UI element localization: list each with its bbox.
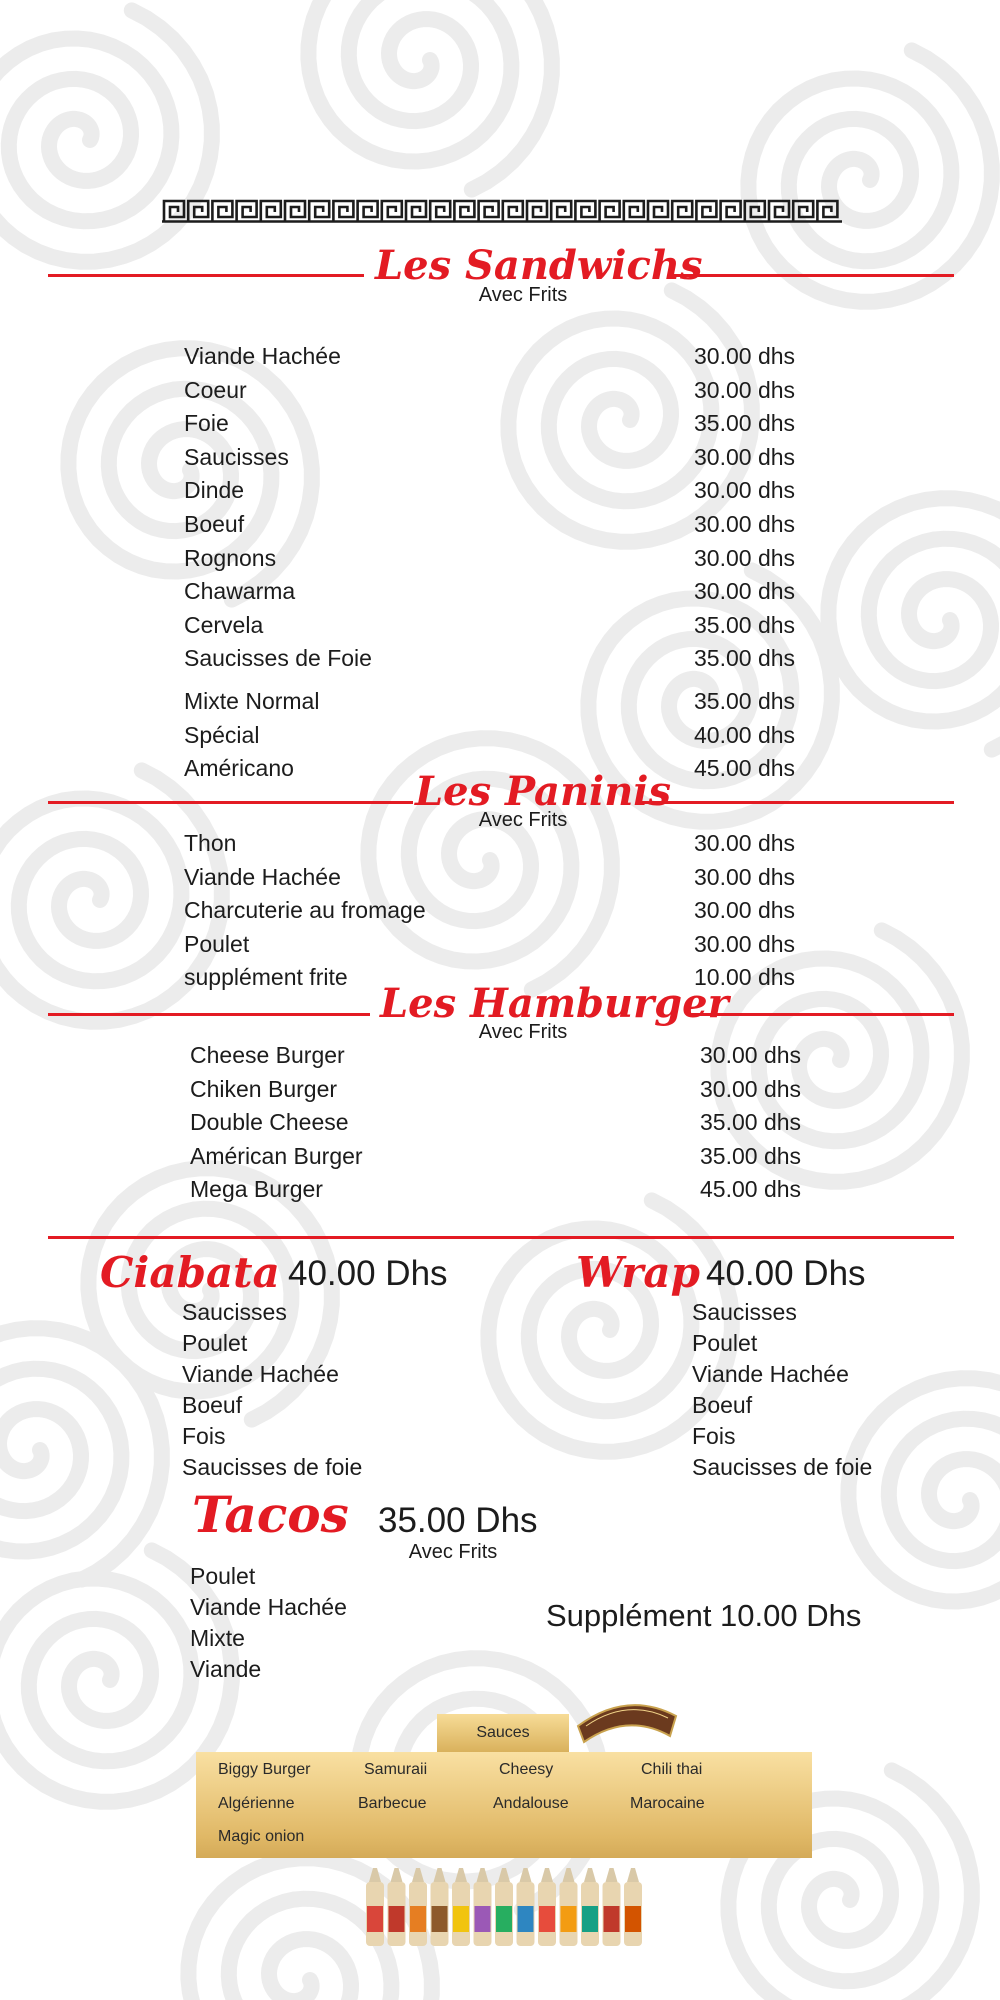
greek-key-motif bbox=[406, 201, 426, 221]
menu-item-row bbox=[184, 722, 804, 756]
menu-item-row bbox=[184, 645, 804, 679]
greek-key-motif bbox=[479, 201, 499, 221]
item-price: 35.00 dhs bbox=[694, 410, 796, 437]
menu-item-row bbox=[190, 1076, 810, 1110]
menu-item-row bbox=[184, 410, 804, 444]
greek-key-motif bbox=[527, 201, 547, 221]
menu-item-row bbox=[184, 830, 804, 864]
item-name: Chiken Burger bbox=[190, 1075, 338, 1102]
greek-key-motif bbox=[624, 201, 644, 221]
item-name: Rognons bbox=[184, 544, 277, 571]
sauce-item: Cheesy bbox=[499, 1761, 554, 1778]
greek-key-border bbox=[162, 199, 842, 223]
section-rule-left bbox=[48, 274, 364, 277]
greek-key-motif bbox=[503, 201, 523, 221]
item-name: Viande Hachée bbox=[184, 863, 341, 890]
item-price: 35.00 dhs bbox=[700, 1142, 802, 1169]
item-name: Spécial bbox=[184, 721, 260, 748]
section-rule-full bbox=[48, 1236, 954, 1239]
sauce-item: Marocaine bbox=[630, 1795, 705, 1812]
sauce-item: Barbecue bbox=[358, 1795, 427, 1812]
menu-item-row bbox=[184, 612, 804, 646]
sauce-bottle bbox=[431, 1868, 449, 1946]
item-price: 30.00 dhs bbox=[694, 830, 796, 856]
list-item: Fois bbox=[692, 1423, 736, 1449]
greek-key-motif bbox=[188, 201, 208, 221]
ciabata-price: 40.00 Dhs bbox=[288, 1254, 448, 1293]
menu-item-row bbox=[184, 377, 804, 411]
item-price: 35.00 dhs bbox=[694, 611, 796, 638]
sauce-bottle bbox=[409, 1868, 427, 1946]
item-name: Thon bbox=[184, 830, 237, 856]
tacos-subtitle: Avec Frits bbox=[408, 1541, 498, 1563]
brand-logo bbox=[572, 1686, 682, 1746]
section-rule-left bbox=[48, 1013, 370, 1016]
menu-item-row bbox=[190, 1143, 810, 1177]
menu-item-row bbox=[184, 864, 804, 898]
list-item: Poulet bbox=[692, 1330, 758, 1356]
panini-list bbox=[184, 830, 804, 998]
list-item: Saucisses de foie bbox=[692, 1454, 873, 1480]
greek-key-motif bbox=[672, 201, 692, 221]
greek-key-motif bbox=[164, 201, 184, 221]
item-name: Cervela bbox=[184, 611, 264, 638]
item-name: Mixte Normal bbox=[184, 688, 320, 714]
item-name: Américan Burger bbox=[190, 1142, 363, 1169]
item-price: 30.00 dhs bbox=[694, 897, 796, 924]
item-price: 30.00 dhs bbox=[694, 930, 796, 957]
list-item: Viande Hachée bbox=[190, 1594, 347, 1620]
item-price: 30.00 dhs bbox=[700, 1042, 802, 1068]
item-name: Charcuterie au fromage bbox=[184, 897, 426, 924]
item-name: Saucisses de Foie bbox=[184, 645, 372, 672]
item-name: Saucisses bbox=[184, 443, 289, 470]
list-item: Saucisses de foie bbox=[182, 1454, 363, 1480]
sauce-item: Samuraii bbox=[364, 1761, 428, 1778]
item-name: Poulet bbox=[184, 930, 250, 957]
item-name: Viande Hachée bbox=[184, 343, 341, 369]
tacos-supplement: Supplément 10.00 Dhs bbox=[546, 1598, 862, 1633]
wrap-list bbox=[692, 1297, 872, 1483]
greek-key-motif bbox=[333, 201, 353, 221]
sauce-bottle bbox=[366, 1868, 384, 1946]
item-price: 30.00 dhs bbox=[694, 376, 796, 403]
list-item: Poulet bbox=[190, 1563, 256, 1589]
sauces-panel bbox=[196, 1752, 812, 1858]
list-item: Boeuf bbox=[182, 1392, 243, 1418]
greek-key-motif bbox=[454, 201, 474, 221]
greek-key-motif bbox=[769, 201, 789, 221]
section-title-sandwichs: Les Sandwichs bbox=[375, 242, 703, 289]
menu-item-row bbox=[190, 1042, 810, 1076]
section-subtitle: Avec Frits bbox=[478, 284, 568, 306]
sauce-item: Chili thai bbox=[641, 1761, 703, 1778]
item-name: Double Cheese bbox=[190, 1109, 349, 1136]
greek-key-motif bbox=[793, 201, 813, 221]
item-price: 10.00 dhs bbox=[694, 964, 796, 991]
menu-item-row bbox=[184, 343, 804, 377]
list-item: Saucisses bbox=[182, 1299, 287, 1325]
greek-key-motif bbox=[551, 201, 571, 221]
item-name: Mega Burger bbox=[190, 1176, 323, 1203]
tacos-price: 35.00 Dhs bbox=[378, 1501, 538, 1540]
sauce-bottle bbox=[452, 1868, 470, 1946]
sauce-bottle bbox=[474, 1868, 492, 1946]
item-name: Chawarma bbox=[184, 578, 296, 605]
item-price: 30.00 dhs bbox=[694, 578, 796, 605]
greek-key-motif bbox=[745, 201, 765, 221]
tacos-list bbox=[190, 1561, 347, 1685]
list-item: Fois bbox=[182, 1423, 226, 1449]
sauce-bottle bbox=[495, 1868, 513, 1946]
item-name: Foie bbox=[184, 410, 229, 437]
item-name: Cheese Burger bbox=[190, 1042, 345, 1068]
menu-item-row bbox=[190, 1176, 810, 1210]
sauce-item: Magic onion bbox=[218, 1828, 305, 1845]
menu-item-row bbox=[184, 477, 804, 511]
section-subtitle: Avec Frits bbox=[478, 1021, 568, 1043]
greek-key-motif bbox=[648, 201, 668, 221]
sauce-bottle bbox=[581, 1868, 599, 1946]
section-rule-right bbox=[642, 801, 954, 804]
menu-item-row bbox=[184, 931, 804, 965]
section-title-hamburger: Les Hamburger bbox=[380, 980, 729, 1027]
greek-key-motif bbox=[212, 201, 232, 221]
section-rule-right bbox=[668, 274, 954, 277]
menu-item-row bbox=[184, 511, 804, 545]
item-price: 30.00 dhs bbox=[694, 443, 796, 470]
item-price: 45.00 dhs bbox=[694, 755, 796, 782]
greek-key-motif bbox=[358, 201, 378, 221]
greek-key-motif bbox=[382, 201, 402, 221]
item-price: 35.00 dhs bbox=[694, 688, 796, 714]
item-price: 35.00 dhs bbox=[700, 1109, 802, 1136]
greek-key-motif bbox=[575, 201, 595, 221]
item-price: 30.00 dhs bbox=[694, 544, 796, 571]
sauce-bottle bbox=[603, 1868, 621, 1946]
sauce-item: Biggy Burger bbox=[218, 1761, 311, 1778]
item-name: supplément frite bbox=[184, 964, 348, 991]
item-name: Américano bbox=[184, 755, 294, 782]
list-item: Viande bbox=[190, 1656, 262, 1682]
item-price: 35.00 dhs bbox=[694, 645, 796, 672]
list-item: Viande Hachée bbox=[692, 1361, 849, 1387]
section-rule-left bbox=[48, 801, 413, 804]
menu-item-row bbox=[190, 1109, 810, 1143]
menu-item-row bbox=[184, 897, 804, 931]
section-subtitle: Avec Frits bbox=[478, 809, 568, 831]
menu-item-row bbox=[184, 688, 804, 722]
sauce-bottles-image bbox=[358, 1866, 648, 1950]
list-item: Saucisses bbox=[692, 1299, 797, 1325]
greek-key-motif bbox=[309, 201, 329, 221]
sandwich-list bbox=[184, 343, 804, 679]
sauce-item: Andalouse bbox=[493, 1795, 569, 1812]
item-name: Boeuf bbox=[184, 510, 245, 537]
greek-key-motif bbox=[430, 201, 450, 221]
greek-key-motif bbox=[817, 201, 837, 221]
greek-key-motif bbox=[261, 201, 281, 221]
list-item: Viande Hachée bbox=[182, 1361, 339, 1387]
item-price: 45.00 dhs bbox=[700, 1176, 802, 1203]
section-title-ciabata: Ciabata bbox=[100, 1248, 280, 1297]
item-name: Dinde bbox=[184, 477, 245, 504]
item-price: 30.00 dhs bbox=[694, 863, 796, 890]
sauce-bottle bbox=[517, 1868, 535, 1946]
item-price: 30.00 dhs bbox=[694, 343, 796, 369]
item-price: 30.00 dhs bbox=[700, 1075, 802, 1102]
hamburger-list bbox=[190, 1042, 810, 1210]
list-item: Poulet bbox=[182, 1330, 248, 1356]
greek-key-motif bbox=[237, 201, 257, 221]
sauce-bottle bbox=[560, 1868, 578, 1946]
ciabata-list bbox=[182, 1297, 362, 1483]
greek-key-motif bbox=[696, 201, 716, 221]
section-title-tacos: Tacos bbox=[192, 1485, 349, 1544]
item-price: 30.00 dhs bbox=[694, 510, 796, 537]
sauces-tab: Sauces bbox=[437, 1714, 569, 1752]
item-price: 40.00 dhs bbox=[694, 721, 796, 748]
greek-key-motif bbox=[721, 201, 741, 221]
sauce-bottle bbox=[538, 1868, 556, 1946]
section-title-wrap: Wrap bbox=[576, 1248, 700, 1297]
sauce-bottle bbox=[624, 1868, 642, 1946]
item-name: Coeur bbox=[184, 376, 247, 403]
sauce-bottle bbox=[388, 1868, 406, 1946]
greek-key-motif bbox=[285, 201, 305, 221]
wrap-price: 40.00 Dhs bbox=[706, 1254, 866, 1293]
sauce-item: Algérienne bbox=[218, 1795, 295, 1812]
menu-item-row bbox=[184, 545, 804, 579]
item-price: 30.00 dhs bbox=[694, 477, 796, 504]
menu-item-row bbox=[184, 578, 804, 612]
section-title-paninis: Les Paninis bbox=[415, 768, 672, 815]
menu-item-row bbox=[184, 444, 804, 478]
list-item: Boeuf bbox=[692, 1392, 753, 1418]
greek-key-motif bbox=[600, 201, 620, 221]
list-item: Mixte bbox=[190, 1625, 245, 1651]
